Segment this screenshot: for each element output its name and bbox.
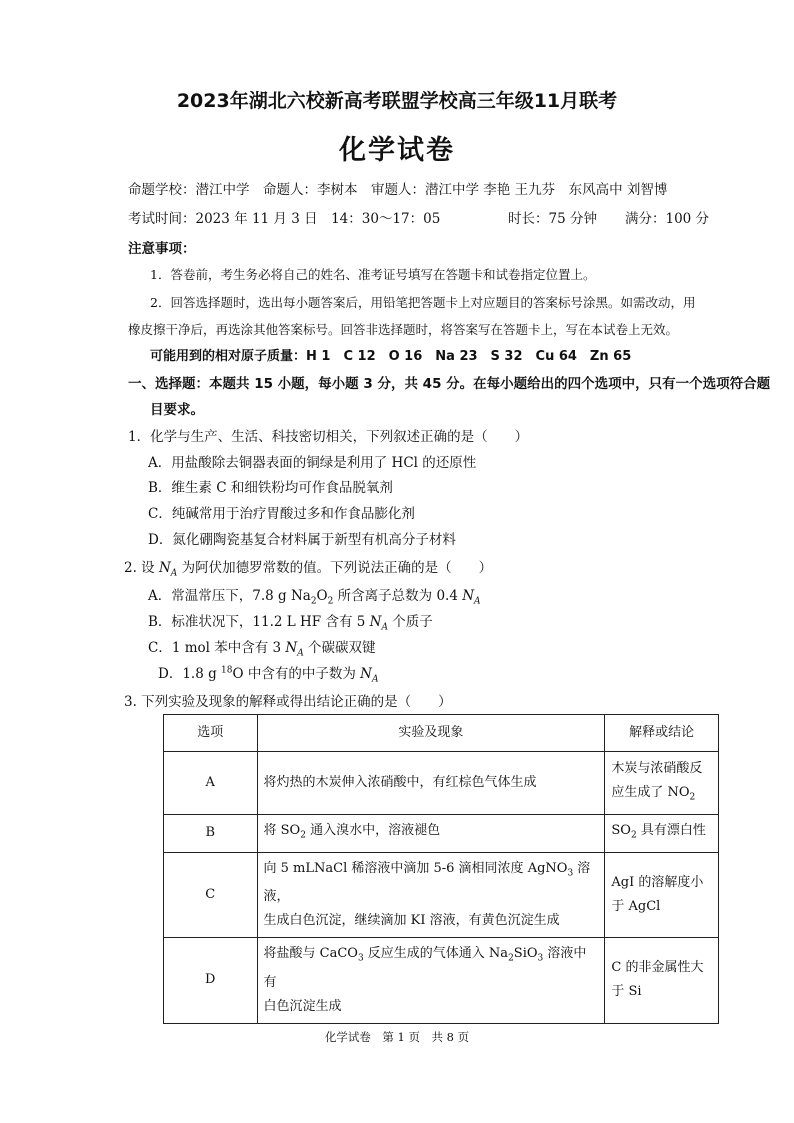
question-1-option-d: D．氮化硼陶瓷基复合材料属于新型有机高分子材料 <box>148 532 456 548</box>
section-heading-cont: 目要求。 <box>150 402 204 418</box>
row-d-option: D <box>164 938 258 1024</box>
row-b-experiment: 将 $SO_2$ 通入溴水中，溶液褪色 <box>257 815 605 853</box>
page-footer: 化学试卷 第 1 页 共 8 页 <box>324 1030 470 1044</box>
row-c-conclusion: AgI 的溶解度小 于 AgCl <box>605 852 719 938</box>
question-1-option-a: A．用盐酸除去铜器表面的铜绿是利用了 HCl 的还原性 <box>148 455 477 471</box>
header-conclusion: 解释或结论 <box>605 715 719 752</box>
row-d-conclusion: C 的非金属性大 于 Si <box>605 938 719 1024</box>
experiment-table <box>163 714 719 1024</box>
note-item-1: 1．答卷前，考生务必将自己的姓名、准考证号填写在答题卡和试卷指定位置上。 <box>150 267 596 282</box>
table-header-row <box>164 715 719 752</box>
notes-heading: 注意事项： <box>128 241 196 257</box>
question-2-option-a: A．常温常压下，7.8 g $Na_2O_2$ 所含离子总数为 0.4 $N_A$ <box>148 588 481 607</box>
row-d-experiment: 将盐酸与 CaCO$_3$ 反应生成的气体通入 $Na_2SiO_3$ 溶液中有 白色沉淀生成 <box>257 938 605 1024</box>
header-experiment: 实验及现象 <box>257 715 605 752</box>
question-2-stem: 2. 设 $N_A$ 为阿伏加德罗常数的值。下列说法正确的是（ ） <box>124 560 493 579</box>
question-2-option-b: B．标准状况下，11.2 L HF 含有 5 $N_A$ 个质子 <box>148 614 433 633</box>
question-1-option-c: C．纯碱常用于治疗胃酸过多和作食品膨化剂 <box>148 506 415 522</box>
authors-line: 命题学校：潜江中学 命题人：李树本 审题人：潜江中学 李艳 王九芬 东风高中 刘智博 <box>128 182 668 198</box>
atomic-masses: 可能用到的相对原子质量：H 1 C 12 O 16 Na 23 S 32 Cu 64 Zn 65 <box>150 349 632 364</box>
row-a-conclusion: 木炭与浓硝酸反 应生成了 $NO_2$ <box>605 752 719 815</box>
question-1-option-b: B．维生素 C 和细铁粉均可作食品脱氧剂 <box>148 480 393 496</box>
note-item-2a: 2．回答选择题时，选出每小题答案后，用铅笔把答题卡上对应题目的答案标号涂黑。如需改动，用 <box>150 295 696 310</box>
row-c-option: C <box>164 852 258 938</box>
row-b-conclusion: $SO_2$ 具有漂白性 <box>605 815 719 853</box>
question-1-stem: 1．化学与生产、生活、科技密切相关，下列叙述正确的是（ ） <box>128 429 529 445</box>
question-3-stem: 3. 下列实验及现象的解释或得出结论正确的是（ ） <box>124 694 452 710</box>
table-row <box>164 815 719 853</box>
note-item-2b: 橡皮擦干净后，再选涂其他答案标号。回答非选择题时，将答案写在答题卡上，写在本试卷上无效。 <box>128 322 679 337</box>
exam-score: 满分：100 分 <box>625 211 710 227</box>
table-row <box>164 852 719 938</box>
table-row <box>164 752 719 815</box>
question-2-option-c: C．1 mol 苯中含有 3 $N_A$ 个碳碳双键 <box>148 640 376 659</box>
row-a-experiment: 将灼热的木炭伸入浓硝酸中，有红棕色气体生成 <box>257 752 605 815</box>
header-option: 选项 <box>164 715 258 752</box>
row-b-option: B <box>164 815 258 853</box>
exam-title: 2023年湖北六校新高考联盟学校高三年级11月联考 <box>176 90 618 112</box>
question-2-option-d: D．1.8 g $^{18}$O 中含有的中子数为 $N_A$ <box>158 665 379 685</box>
section-heading: 一、选择题：本题共 15 小题，每小题 3 分，共 45 分。在每小题给出的四个选项中，只有一个选项符合题 <box>128 376 771 392</box>
row-c-experiment: 向 5 mLNaCl 稀溶液中滴加 5-6 滴相同浓度 AgNO$_3$ 溶液， 生成白色沉淀，继续滴加 KI 溶液，有黄色沉淀生成 <box>257 852 605 938</box>
exam-time: 考试时间：2023 年 11 月 3 日 14：30～17：05 <box>128 211 441 227</box>
exam-duration: 时长：75 分钟 <box>508 211 597 227</box>
table-row <box>164 938 719 1024</box>
row-a-option: A <box>164 752 258 815</box>
subject-title: 化学试卷 <box>339 135 455 166</box>
